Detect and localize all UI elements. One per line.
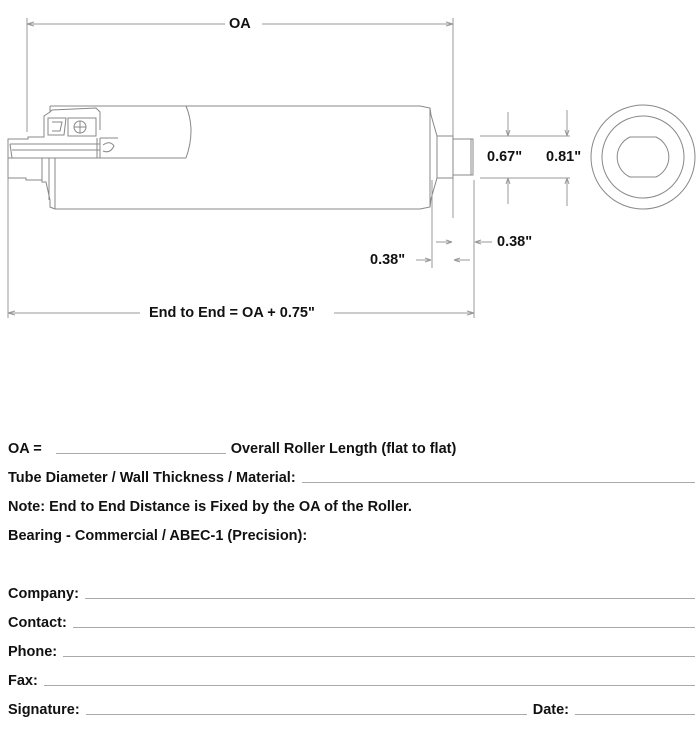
signature-input[interactable]	[86, 714, 527, 715]
fax-label: Fax:	[8, 673, 38, 689]
roller-body	[8, 106, 473, 209]
note-text: Note: End to End Distance is Fixed by the OA of the Roller.	[8, 499, 412, 515]
left-offset-label: 0.38"	[370, 252, 406, 268]
bearing-row	[8, 524, 695, 544]
end-view-circles	[591, 105, 695, 209]
right-offset-label: 0.38"	[497, 234, 533, 250]
company-input[interactable]	[85, 598, 695, 599]
signature-label: Signature:	[8, 702, 80, 718]
contact-label: Contact:	[8, 615, 67, 631]
tube-label: Tube Diameter / Wall Thickness / Material:	[8, 470, 296, 486]
end-to-end-label: End to End = OA + 0.75"	[149, 305, 315, 321]
contact-input[interactable]	[73, 627, 695, 628]
offset-dimension-lines	[416, 180, 492, 318]
roller-drawing	[0, 0, 700, 340]
tube-input[interactable]	[302, 482, 695, 483]
date-label: Date:	[532, 702, 569, 718]
roller-technical-drawing	[0, 0, 700, 340]
end-to-end-dimension-line	[8, 178, 474, 318]
phone-label: Phone:	[8, 644, 58, 660]
company-label: Company:	[8, 586, 79, 602]
oa-description: Overall Roller Length (flat to flat)	[230, 441, 457, 457]
note-row	[8, 495, 695, 515]
company-row	[8, 582, 695, 602]
oa-label: OA =	[8, 441, 42, 457]
phone-input[interactable]	[63, 656, 695, 657]
date-input[interactable]	[575, 714, 695, 715]
fax-row	[8, 669, 695, 689]
fax-input[interactable]	[44, 685, 695, 686]
signature-row	[8, 698, 695, 718]
outer-diameter-label: 0.81"	[546, 149, 582, 165]
oa-input[interactable]	[56, 453, 226, 454]
oa-dimension-label: OA	[229, 16, 251, 32]
tube-row	[8, 466, 695, 486]
phone-row	[8, 640, 695, 660]
contact-row	[8, 611, 695, 631]
bearing-label: Bearing - Commercial / ABEC-1 (Precision):	[8, 528, 308, 544]
inner-diameter-label: 0.67"	[487, 149, 523, 165]
oa-row	[8, 437, 695, 457]
